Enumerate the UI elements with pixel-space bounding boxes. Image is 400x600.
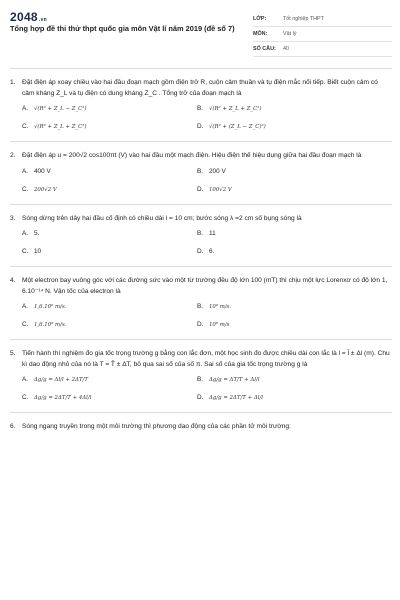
option-a[interactable]: A. 5. [22, 228, 197, 240]
question-4 [10, 266, 392, 331]
option-d[interactable]: D. 100√2 V [197, 184, 372, 196]
question-1 [10, 68, 392, 133]
option-c[interactable]: C. √(R² + Z_L + Z_C²) [22, 121, 197, 133]
question-number: 1. [10, 79, 16, 86]
option-b[interactable]: B. 10⁹ m/s. [197, 301, 372, 313]
option-value: 11 [209, 230, 216, 237]
question-text: Tiến hành thí nghiệm đo gia tốc trọng trường g bằng con lắc đơn, một học sinh đo được chiều dài con lắc là l = l̄ ± Δl (m). Chu kì dao động nhỏ của nó là T = T̄ ± ΔT, bỏ qua sai số của số π. Sai số của gia tốc trọng trường g là [22, 350, 390, 368]
option-a[interactable]: A. Δg/g = Δl/l + 2ΔT/T [22, 374, 197, 386]
meta-label: SỐ CÂU: [253, 46, 276, 52]
question-number: 3. [10, 214, 16, 222]
option-c[interactable]: C. 1,6.10⁹ m/s. [22, 319, 197, 331]
meta-label: LỚP: [253, 16, 267, 22]
option-value: 1,6.10⁹ m/s. [34, 322, 67, 328]
question-3 [10, 204, 392, 259]
option-value: √(R² + (Z_L − Z_C)²) [209, 124, 266, 130]
option-b[interactable]: B. Δg/g = ΔT/T + Δl/l [197, 374, 372, 386]
option-value: 400 V [34, 167, 51, 175]
option-c[interactable]: C. Δg/g = 2ΔT/T + 4Δl/l [22, 392, 197, 404]
option-b[interactable]: B. √(R² + Z_L + Z_C²) [197, 103, 372, 115]
exam-page [10, 8, 392, 598]
question-text: Sóng ngang truyền trong một môi trường thì phương dao động của các phần tử môi trường: [22, 423, 291, 430]
option-b[interactable]: B. 200 V [197, 166, 372, 178]
option-c[interactable]: C. 10 [22, 246, 197, 258]
question-number: 4. [10, 277, 16, 284]
option-d[interactable]: D. √(R² + (Z_L − Z_C)²) [197, 121, 372, 133]
option-value: 10⁶ m/s [209, 322, 230, 328]
meta-value: Vật lý [283, 31, 297, 37]
exam-meta [253, 12, 392, 57]
meta-row-count [253, 42, 392, 57]
option-value: 100√2 V [209, 186, 232, 193]
meta-row-class [253, 12, 392, 27]
option-value: √(R² + Z_L − Z_C²) [34, 106, 87, 112]
option-a[interactable]: A. √(R² + Z_L − Z_C²) [22, 103, 197, 115]
question-2 [10, 141, 392, 196]
question-text: Một electron bay vuông góc với các đường sức vào một từ trường đều độ lớn 100 (mT) thì chịu một lực Lorenxơ có độ lớn 1, 6.10⁻¹⁴ N. Vận tốc của electron là [22, 277, 388, 295]
header [10, 8, 392, 60]
option-a[interactable]: A. 400 V [22, 166, 197, 178]
site-logo[interactable]: 2048.vn [10, 10, 48, 24]
option-value: Δg/g = ΔT/T + Δl/l [209, 377, 260, 383]
question-5 [10, 339, 392, 404]
option-value: Δg/g = 2ΔT/T + 4Δl/l [34, 395, 92, 401]
option-d[interactable]: D. 10⁶ m/s [197, 319, 372, 331]
option-value: 1,6.10⁶ m/s. [34, 304, 67, 310]
question-number: 5. [10, 350, 16, 357]
meta-value: 40 [283, 46, 289, 52]
option-d[interactable]: D. 6. [197, 246, 372, 258]
meta-row-subject [253, 27, 392, 42]
option-value: √(R² + Z_L + Z_C²) [34, 124, 87, 130]
option-a[interactable]: A. 1,6.10⁶ m/s. [22, 301, 197, 313]
option-value: √(R² + Z_L + Z_C²) [209, 106, 262, 112]
question-number: 2. [10, 152, 16, 159]
option-value: 200√2 V [34, 186, 57, 193]
meta-label: MÔN: [253, 31, 268, 37]
meta-value: Tốt nghiệp THPT [283, 16, 324, 22]
option-value: 10⁹ m/s. [209, 304, 232, 310]
option-b[interactable]: B. 11 [197, 228, 372, 240]
question-text: Đặt điện áp u = 200√2 cos100πt (V) vào hai đầu một mạch điện. Hiệu điện thế hiệu dụng giữa hai đầu đoạn mạch là [22, 152, 362, 159]
option-value: 200 V [209, 167, 226, 175]
question-text: Sóng dừng trên dây hai đầu cố định có chiều dài l = 10 cm; bước sóng λ =2 cm số bụng sóng là [22, 214, 302, 222]
question-text: Đặt điện áp xoay chiều vào hai đầu đoạn mạch gồm điện trở R, cuộn cảm thuần và tụ điện mắc nối tiếp. Biết cuộn cảm có cảm kháng Z_L và tụ điện có dung kháng Z_C . Tổng trở của đoạn mạch là [22, 79, 378, 97]
page-title: Tổng hợp đề thi thử thpt quốc gia môn Vật lí năm 2019 (đề số 7) [10, 24, 235, 33]
option-value: Δg/g = 2ΔT/T + Δl/l [209, 395, 263, 401]
option-value: 6. [209, 248, 215, 255]
question-6 [10, 412, 392, 433]
question-number: 6. [10, 423, 16, 430]
option-value: 5. [34, 230, 40, 237]
option-value: 10 [34, 248, 42, 255]
option-value: Δg/g = Δl/l + 2ΔT/T [34, 377, 88, 383]
option-c[interactable]: C. 200√2 V [22, 184, 197, 196]
option-d[interactable]: D. Δg/g = 2ΔT/T + Δl/l [197, 392, 372, 404]
